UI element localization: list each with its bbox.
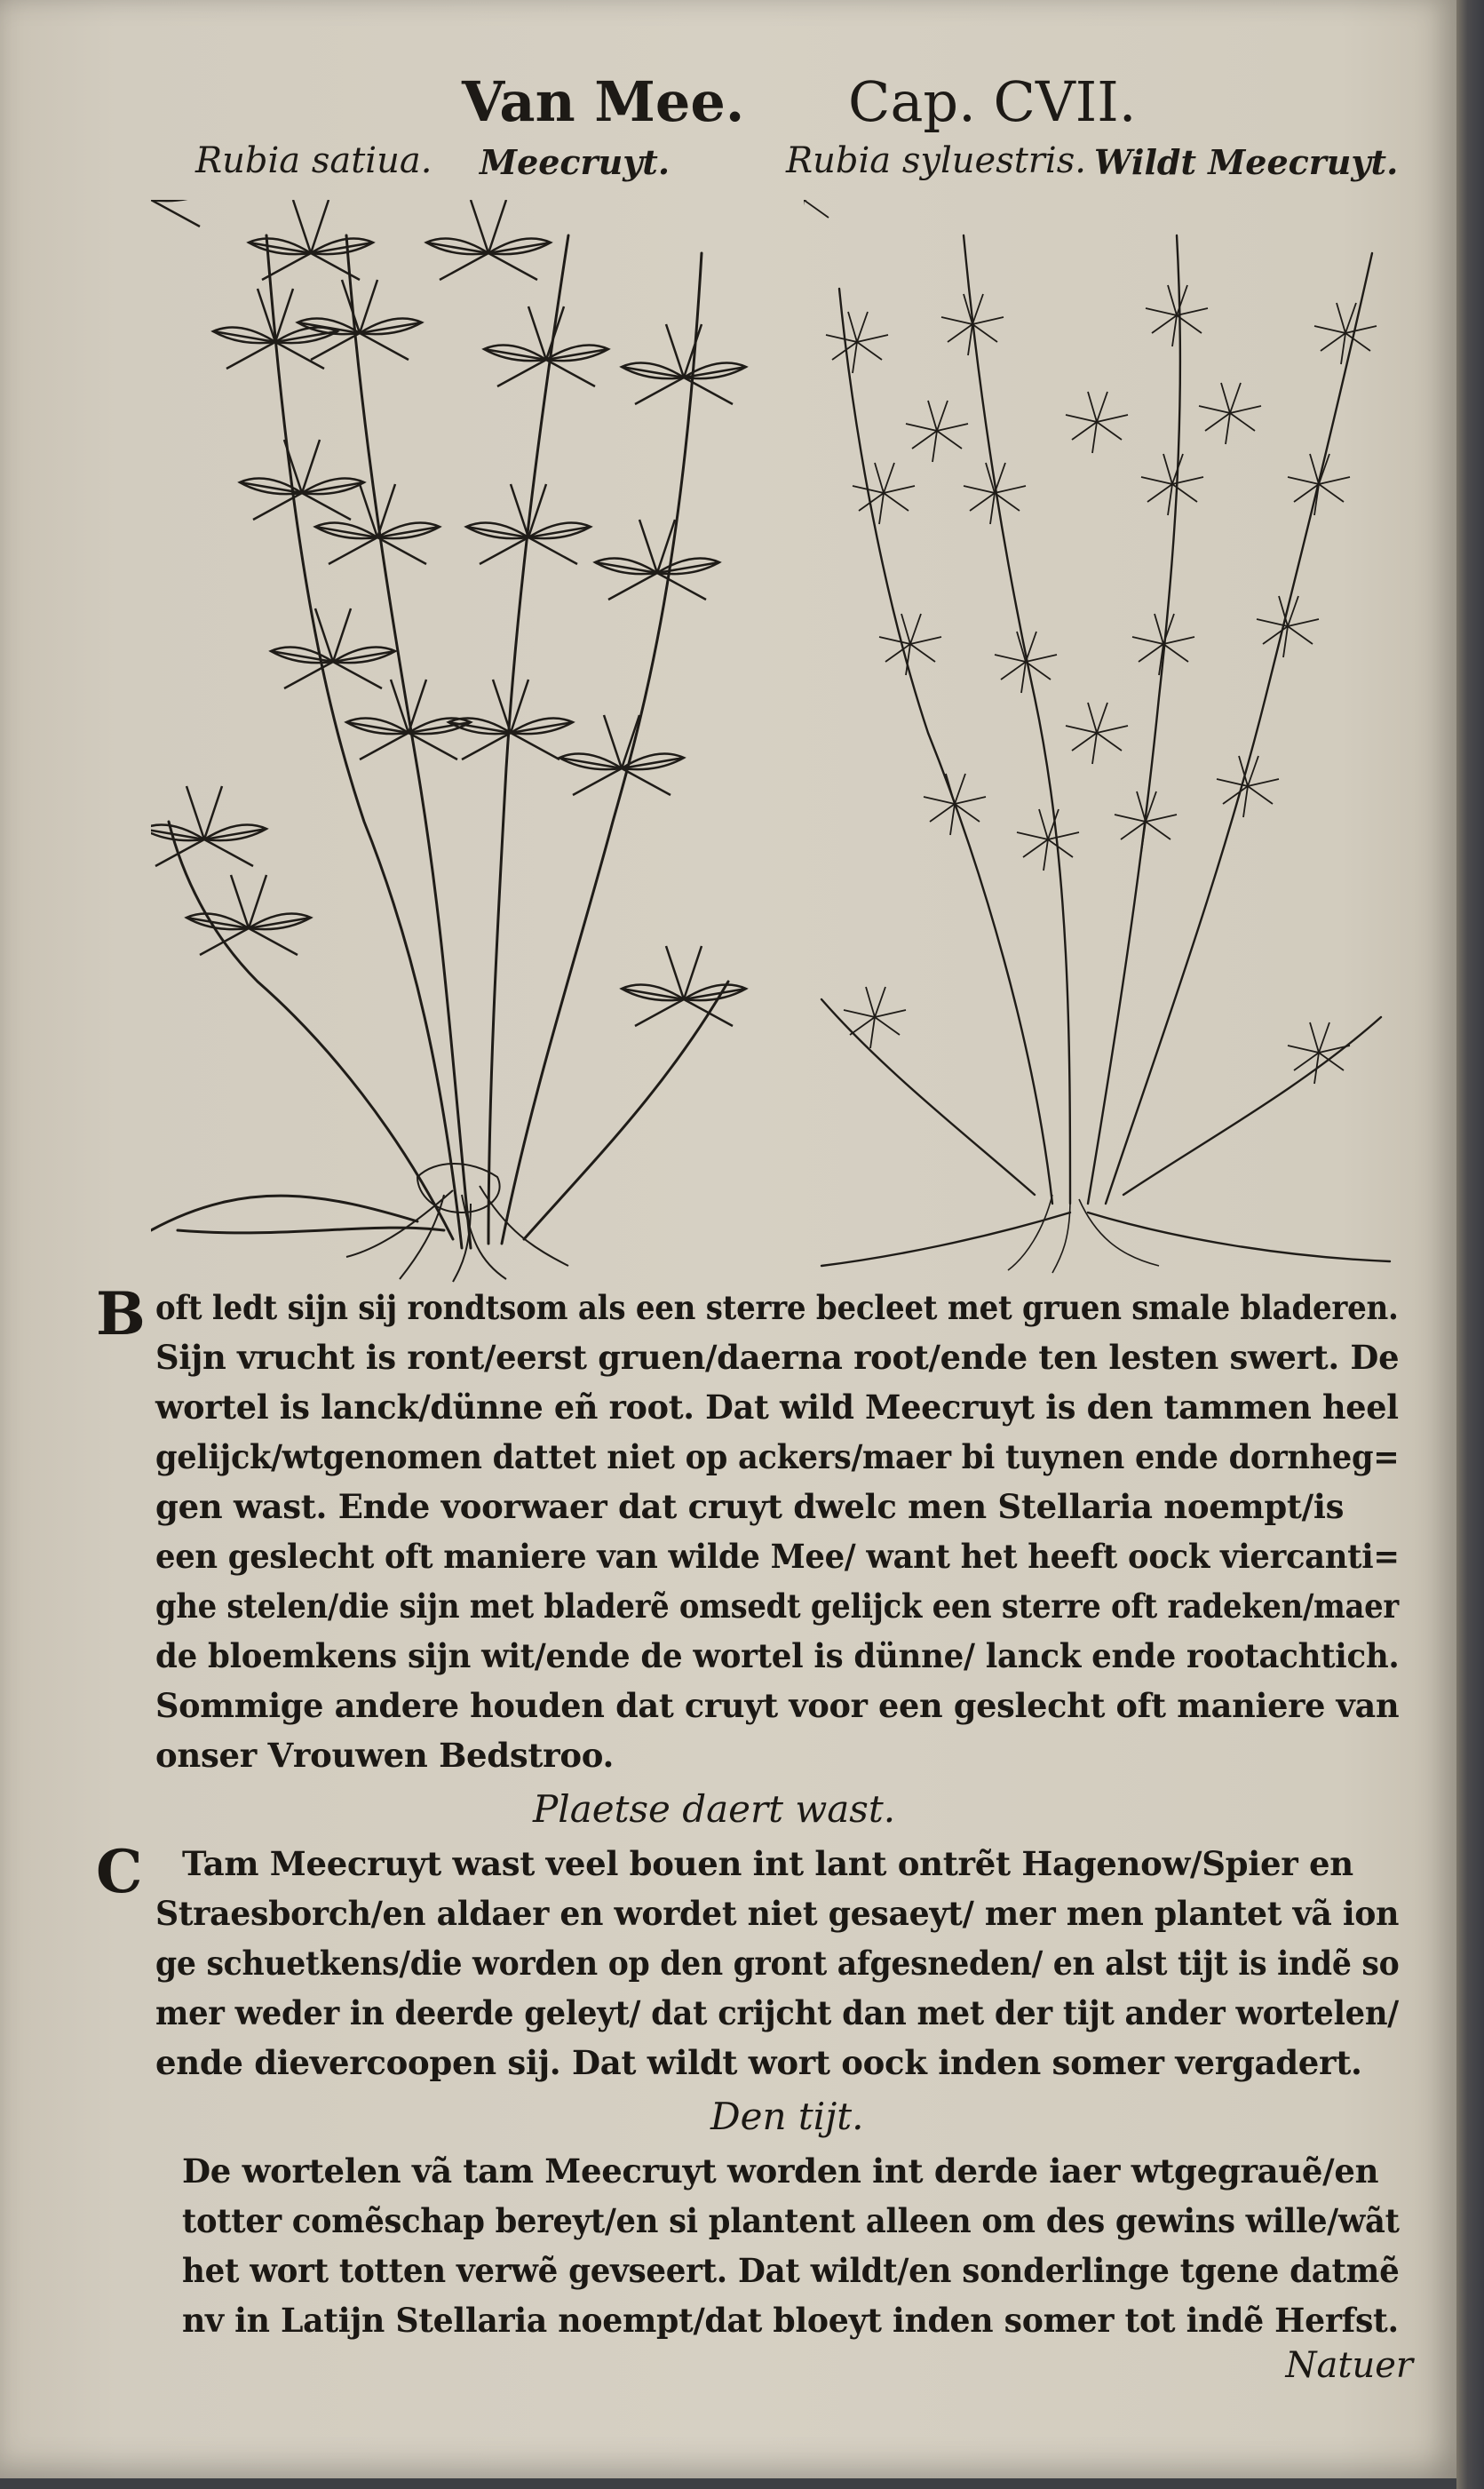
section-heading-den-tijt: Den tijt. [710, 2095, 864, 2138]
caption-left-latin: Rubia satiua. [195, 140, 433, 181]
caption-right-dutch: Wildt Meecruyt. [1094, 142, 1399, 182]
book-binding [1456, 0, 1484, 2489]
chapter-number: Cap. CVII. [848, 69, 1137, 134]
text-line: het wort totten verwẽ gevseert. Dat wildt/en sonderlinge tgene datmẽ [182, 2251, 1400, 2290]
woodcut-rubia-satiua [151, 200, 773, 1284]
text-line: Straesborch/en aldaer en wordet niet gesaeyt/ mer men plantet vã ion [155, 1894, 1400, 1933]
caption-right-latin: Rubia syluestris. [786, 140, 1086, 181]
text-line: nv in Latijn Stellaria noempt/dat bloeyt inden somer tot indẽ Herfst. [182, 2301, 1399, 2340]
marginal-letter-c: C [96, 1837, 143, 1906]
text-line: ghe stelen/die sijn met bladerẽ omsedt gelijck een sterre oft radeken/maer [155, 1586, 1399, 1626]
running-head-left: Van Mee. [462, 69, 745, 134]
section-heading-plaetse: Plaetse daert wast. [533, 1787, 896, 1831]
woodcut-rubia-syluestris [804, 200, 1408, 1275]
text-line: wortel is lanck/dünne eñ root. Dat wild Meecruyt is den tammen heel [155, 1388, 1399, 1427]
caption-left-dutch: Meecruyt. [480, 142, 671, 182]
text-line: De wortelen vã tam Meecruyt worden int derde iaer wtgegrauẽ/en [182, 2151, 1379, 2191]
marginal-letter-b: B [96, 1279, 146, 1348]
text-line: gen wast. Ende voorwaer dat cruyt dwelc men Stellaria noempt/is [155, 1487, 1345, 1526]
text-line: Sommige andere houden dat cruyt voor een geslecht oft maniere van [155, 1686, 1400, 1725]
text-line: totter comẽschap bereyt/en si plantent alleen om des gewins wille/wãt [182, 2201, 1400, 2240]
text-line: ge schuetkens/die worden op den gront afgesneden/ en alst tijt is indẽ so [155, 1944, 1400, 1983]
text-line: een geslecht oft maniere van wilde Mee/ want het heeft oock viercanti= [155, 1537, 1400, 1576]
text-line: onser Vrouwen Bedstroo. [155, 1736, 615, 1775]
text-line: Tam Meecruyt wast veel bouen int lant ontrẽt Hagenow/Spier en [182, 1844, 1353, 1883]
text-line: de bloemkens sijn wit/ende de wortel is dünne/ lanck ende rootachtich. [155, 1636, 1400, 1675]
text-line: oft ledt sijn sij rondtsom als een sterre becleet met gruen smale bladeren. [155, 1288, 1399, 1327]
catchword: Natuer [1285, 2345, 1413, 2386]
text-line: ende dievercoopen sij. Dat wildt wort oock inden somer vergadert. [155, 2043, 1362, 2082]
text-line: gelijck/wtgenomen dattet niet op ackers/maer bi tuynen ende dornheg= [155, 1437, 1400, 1476]
text-line: Sijn vrucht is ront/eerst gruen/daerna root/ende ten lesten swert. De [155, 1338, 1400, 1377]
text-line: mer weder in deerde geleyt/ dat crijcht dan met der tijt ander wortelen/ [155, 1993, 1399, 2032]
